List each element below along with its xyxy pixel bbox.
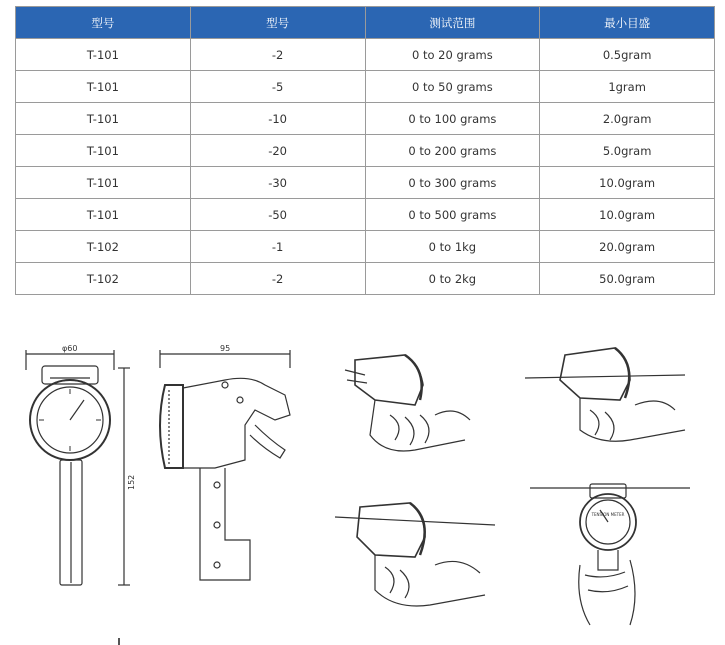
table-row (16, 231, 715, 263)
model-cell: T-101 (16, 199, 191, 231)
scale-cell: 10.0gram (540, 167, 715, 199)
table-row (16, 167, 715, 199)
range-cell: 0 to 500 grams (365, 199, 540, 231)
hand-illustration-1 (335, 345, 475, 475)
variant-cell: -50 (190, 199, 365, 231)
model-cell: T-101 (16, 71, 191, 103)
range-cell: 0 to 300 grams (365, 167, 540, 199)
front-view-drawing (14, 340, 139, 595)
table-row (16, 39, 715, 71)
variant-cell: -2 (190, 39, 365, 71)
scale-cell: 5.0gram (540, 135, 715, 167)
scale-cell: 10.0gram (540, 199, 715, 231)
header-cell: 型号 (16, 7, 191, 39)
meter-face-label: TENSION METER (591, 512, 625, 517)
model-cell: T-101 (16, 39, 191, 71)
scale-cell: 1gram (540, 71, 715, 103)
table-header-row (16, 7, 715, 39)
scale-cell: 20.0gram (540, 231, 715, 263)
variant-cell: -5 (190, 71, 365, 103)
bottom-tick-mark (118, 638, 120, 645)
variant-cell: -30 (190, 167, 365, 199)
range-cell: 0 to 2kg (365, 263, 540, 295)
model-cell: T-102 (16, 263, 191, 295)
side-width-dimension-label: 95 (220, 344, 231, 353)
scale-cell: 50.0gram (540, 263, 715, 295)
hand-holding-meter-illustration (530, 480, 695, 630)
side-view-drawing (155, 340, 300, 590)
variant-cell: -1 (190, 231, 365, 263)
range-cell: 0 to 20 grams (365, 39, 540, 71)
header-cell: 型号 (190, 7, 365, 39)
scale-cell: 0.5gram (540, 39, 715, 71)
model-cell: T-101 (16, 135, 191, 167)
model-cell: T-101 (16, 103, 191, 135)
hand-illustration-2 (525, 340, 690, 460)
table-row (16, 103, 715, 135)
model-cell: T-101 (16, 167, 191, 199)
range-cell: 0 to 100 grams (365, 103, 540, 135)
variant-cell: -20 (190, 135, 365, 167)
table-row (16, 263, 715, 295)
header-cell: 最小目盛 (540, 7, 715, 39)
model-cell: T-102 (16, 231, 191, 263)
table-row (16, 71, 715, 103)
header-cell: 测试范围 (365, 7, 540, 39)
range-cell: 0 to 200 grams (365, 135, 540, 167)
hand-illustration-3 (335, 495, 500, 630)
width-dimension-label: φ60 (62, 344, 78, 353)
scale-cell: 2.0gram (540, 103, 715, 135)
variant-cell: -10 (190, 103, 365, 135)
range-cell: 0 to 50 grams (365, 71, 540, 103)
spec-table (15, 6, 715, 295)
range-cell: 0 to 1kg (365, 231, 540, 263)
table-row (16, 135, 715, 167)
table-row (16, 199, 715, 231)
variant-cell: -2 (190, 263, 365, 295)
height-dimension-label: 152 (127, 474, 136, 490)
